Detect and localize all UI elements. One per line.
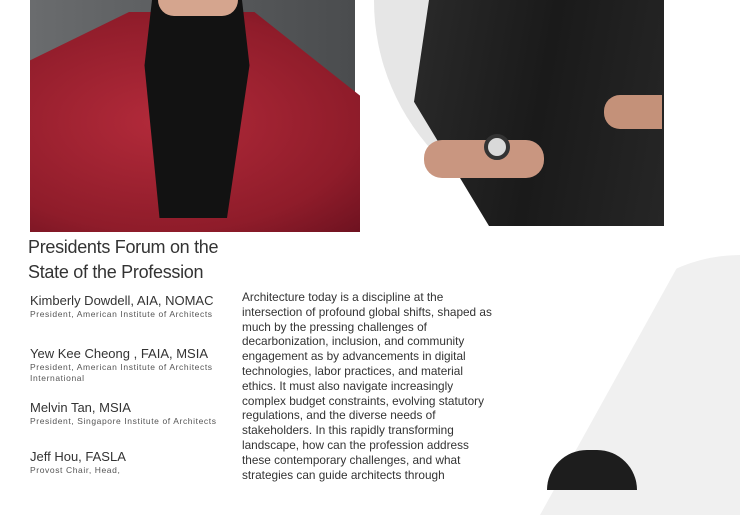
speaker-name: Jeff Hou, FASLA <box>30 449 126 464</box>
speaker-role: Provost Chair, Head, <box>30 465 121 475</box>
speaker-role: President, American Institute of Architects <box>30 309 213 319</box>
forum-description: Architecture today is a discipline at the intersection of profound global shifts, shaped as much by the pressing challenges of decarbonization, inclusion, and community engagement as by advancements in digital technologies, labor practices, and material ethics. It must also navigate increasingly complex budget constraints, evolving statutory regulations, and the diverse needs of stakeholders. In this rapidly transforming landscape, how can the profession address these contemporary challenges, and what strategies can guide architects through <box>242 290 492 482</box>
watch-icon <box>484 134 510 160</box>
speaker-entry <box>30 400 230 427</box>
speaker-entry <box>30 346 230 384</box>
speaker-photo-left <box>30 0 355 218</box>
speaker-entry <box>30 293 230 320</box>
speaker-name: Kimberly Dowdell, AIA, NOMAC <box>30 293 214 308</box>
speaker-role: President, Singapore Institute of Architects <box>30 416 217 426</box>
speaker-name: Melvin Tan, MSIA <box>30 400 131 415</box>
speaker-photo-right <box>374 0 662 226</box>
speaker-role: President, American Institute of Architects International <box>30 362 213 383</box>
speaker-entry <box>30 449 230 476</box>
speaker-name: Yew Kee Cheong , FAIA, MSIA <box>30 346 209 361</box>
forum-title: Presidents Forum on the State of the Profession <box>28 237 219 282</box>
